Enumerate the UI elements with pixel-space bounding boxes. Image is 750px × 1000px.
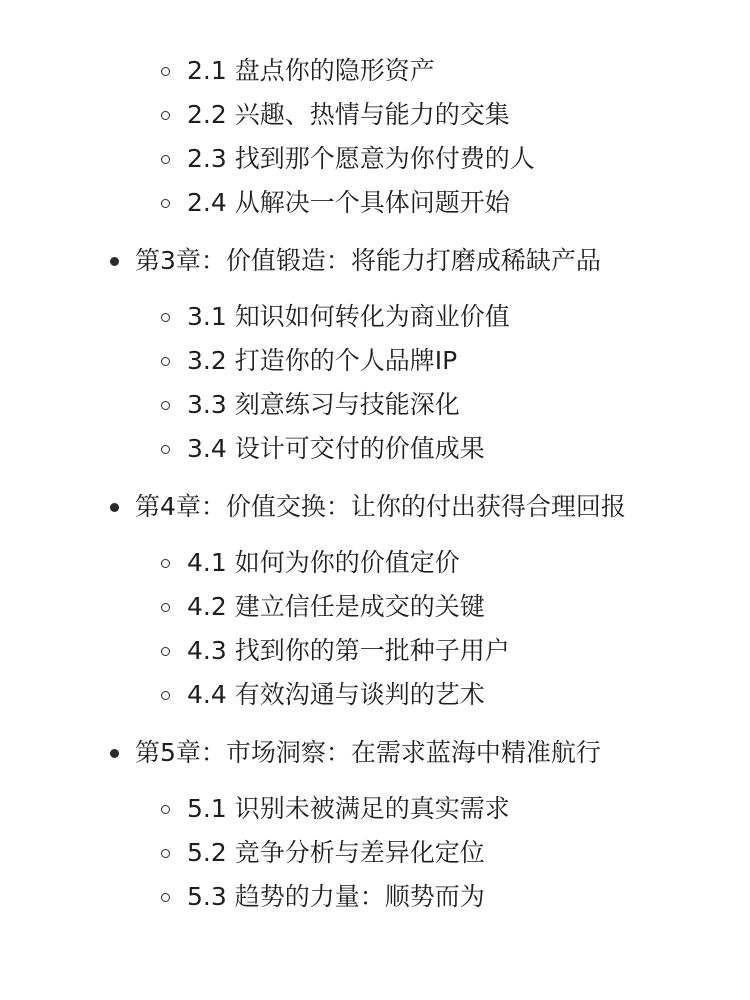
circle-bullet-icon: [161, 445, 170, 454]
list-item: [161, 297, 510, 337]
circle-bullet-icon: [161, 199, 170, 208]
chapter-item: [110, 241, 601, 281]
list-item: [161, 183, 510, 223]
section-title: 2.2 兴趣、热情与能力的交集: [187, 100, 510, 129]
chapter-item: [110, 487, 626, 527]
circle-bullet-icon: [161, 603, 170, 612]
section-title: 4.2 建立信任是成交的关键: [187, 592, 485, 621]
circle-bullet-icon: [161, 155, 170, 164]
chapter-title: 第3章：价值锻造：将能力打磨成稀缺产品: [135, 246, 601, 275]
list-item: [161, 385, 460, 425]
disc-bullet-icon: [110, 503, 119, 512]
disc-bullet-icon: [110, 257, 119, 266]
circle-bullet-icon: [161, 559, 170, 568]
list-item: [161, 95, 510, 135]
list-item: [161, 631, 510, 671]
section-title: 4.4 有效沟通与谈判的艺术: [187, 680, 485, 709]
list-item: [161, 51, 435, 91]
list-item: [161, 139, 535, 179]
section-title: 2.4 从解决一个具体问题开始: [187, 188, 510, 217]
section-title: 3.1 知识如何转化为商业价值: [187, 302, 510, 331]
list-item: [161, 877, 485, 917]
list-item: [161, 587, 485, 627]
section-title: 3.2 打造你的个人品牌IP: [187, 346, 458, 375]
circle-bullet-icon: [161, 647, 170, 656]
circle-bullet-icon: [161, 67, 170, 76]
list-item: [161, 543, 460, 583]
section-title: 5.2 竞争分析与差异化定位: [187, 838, 485, 867]
chapter-item: [110, 733, 601, 773]
section-title: 3.4 设计可交付的价值成果: [187, 434, 485, 463]
list-item: [161, 429, 485, 469]
section-title: 4.3 找到你的第一批种子用户: [187, 636, 510, 665]
section-title: 3.3 刻意练习与技能深化: [187, 390, 460, 419]
section-title: 4.1 如何为你的价值定价: [187, 548, 460, 577]
circle-bullet-icon: [161, 313, 170, 322]
section-title: 2.1 盘点你的隐形资产: [187, 56, 435, 85]
section-title: 5.3 趋势的力量：顺势而为: [187, 882, 485, 911]
chapter-title: 第4章：价值交换：让你的付出获得合理回报: [135, 492, 626, 521]
section-title: 2.3 找到那个愿意为你付费的人: [187, 144, 535, 173]
circle-bullet-icon: [161, 849, 170, 858]
disc-bullet-icon: [110, 749, 119, 758]
circle-bullet-icon: [161, 357, 170, 366]
circle-bullet-icon: [161, 401, 170, 410]
circle-bullet-icon: [161, 691, 170, 700]
circle-bullet-icon: [161, 805, 170, 814]
section-title: 5.1 识别未被满足的真实需求: [187, 794, 510, 823]
list-item: [161, 833, 485, 873]
circle-bullet-icon: [161, 893, 170, 902]
chapter-title: 第5章：市场洞察：在需求蓝海中精准航行: [135, 738, 601, 767]
list-item: [161, 789, 510, 829]
circle-bullet-icon: [161, 111, 170, 120]
list-item: [161, 675, 485, 715]
list-item: [161, 341, 457, 381]
